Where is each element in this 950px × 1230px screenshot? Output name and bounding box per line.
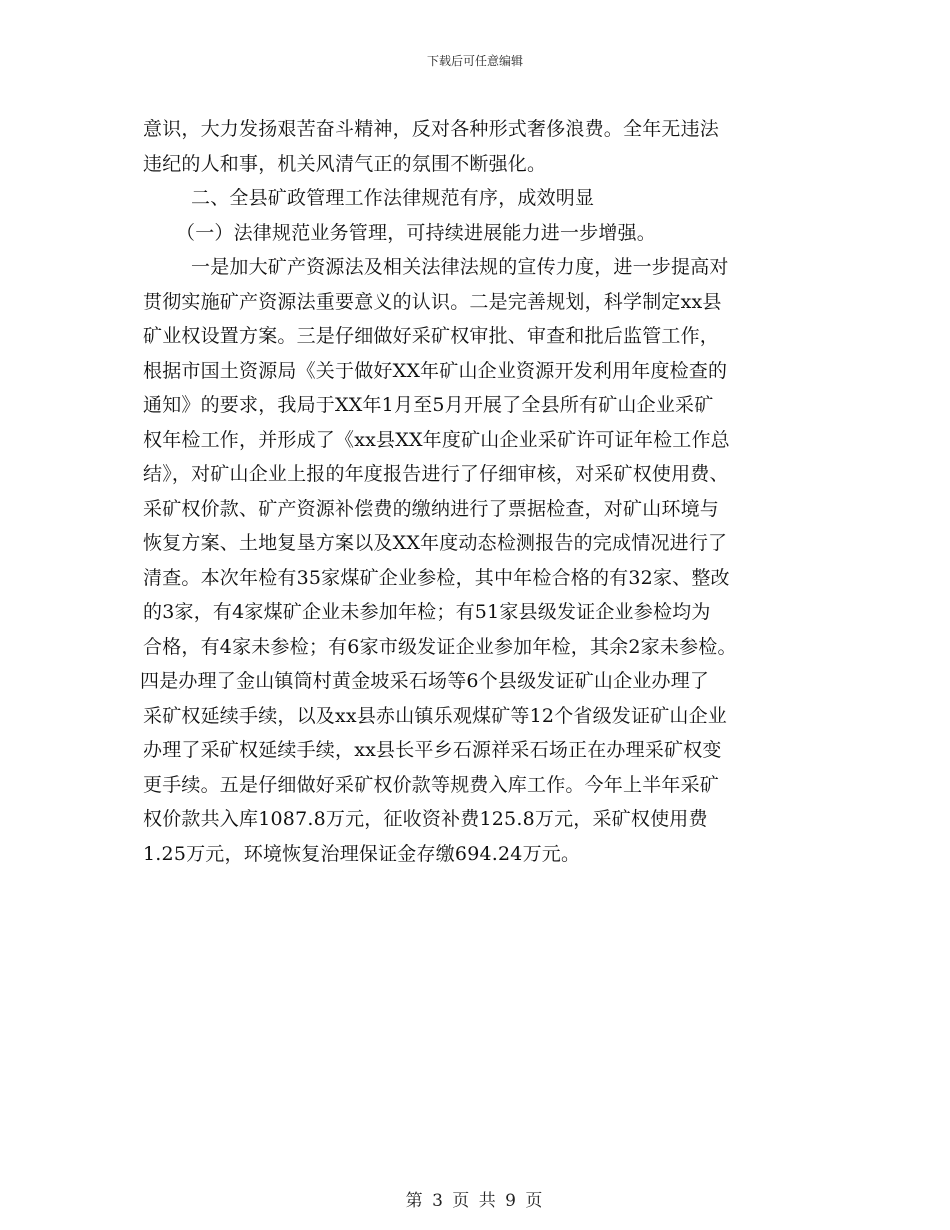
paragraph-line: 合格，有4家未参检；有6家市级发证企业参加年检，其余2家未参检。 [143,635,737,658]
paragraph-line: 矿业权设置方案。三是仔细做好采矿权审批、审查和批后监管工作， [143,325,720,347]
paragraph-line: 违纪的人和事，机关风清气正的氛围不断强化。 [143,152,547,175]
paragraph-line: 采矿权价款、矿产资源补偿费的缴纳进行了票据检查，对矿山环境与 [143,497,720,520]
paragraph-line: 四是办理了金山镇筒村黄金坡采石场等6个县级发证矿山企业办理了 [140,670,710,692]
section-heading: 二、全县矿政管理工作法律规范有序，成效明显 [191,187,595,209]
paragraph-line: 清查。本次年检有35家煤矿企业参检，其中年检合格的有32家、整改 [143,566,730,589]
paragraph-line: 一是加大矿产资源法及相关法律法规的宣传力度，进一步提高对 [191,256,729,278]
paragraph-line: 办理了采矿权延续手续，xx县长平乡石源祥采石场正在办理采矿权变 [143,739,722,761]
paragraph-line: 贯彻实施矿产资源法重要意义的认识。二是完善规划，科学制定xx县 [143,290,722,313]
page-number-footer: 第 3 页 共 9 页 [405,1191,545,1211]
paragraph-line: 的3家，有4家煤矿企业未参加年检；有51家县级发证企业参检均为 [143,601,711,623]
document-body [140,112,833,871]
paragraph-line: 1.25万元，环境恢复治理保证金存缴694.24万元。 [143,842,581,865]
paragraph-line: 更手续。五是仔细做好采矿权价款等规费入库工作。今年上半年采矿 [143,773,720,796]
paragraph-line: 通知》的要求，我局于XX年1月至5月开展了全县所有矿山企业采矿 [143,394,714,416]
paragraph-line: 意识，大力发扬艰苦奋斗精神，反对各种形式奢侈浪费。全年无违法 [143,118,720,140]
paragraph-line: 根据市国土资源局《关于做好XX年矿山企业资源开发利用年度检查的 [143,359,728,382]
paragraph-line: 权价款共入库1087.8万元，征收资补费125.8万元，采矿权使用费 [143,808,708,830]
paragraph-line: 恢复方案、土地复垦方案以及XX年度动态检测报告的完成情况进行了 [143,532,728,554]
paragraph-line: 结》，对矿山企业上报的年度报告进行了仔细审核，对采矿权使用费、 [143,463,729,485]
subsection-heading: （一）法律规范业务管理，可持续进展能力进一步增强。 [176,221,657,244]
page-header-note: 下载后可任意编辑 [426,54,523,68]
paragraph-line: 权年检工作，并形成了《xx县XX年度矿山企业采矿许可证年检工作总 [143,428,730,451]
paragraph-line: 采矿权延续手续，以及xx县赤山镇乐观煤矿等12个省级发证矿山企业 [143,704,728,727]
